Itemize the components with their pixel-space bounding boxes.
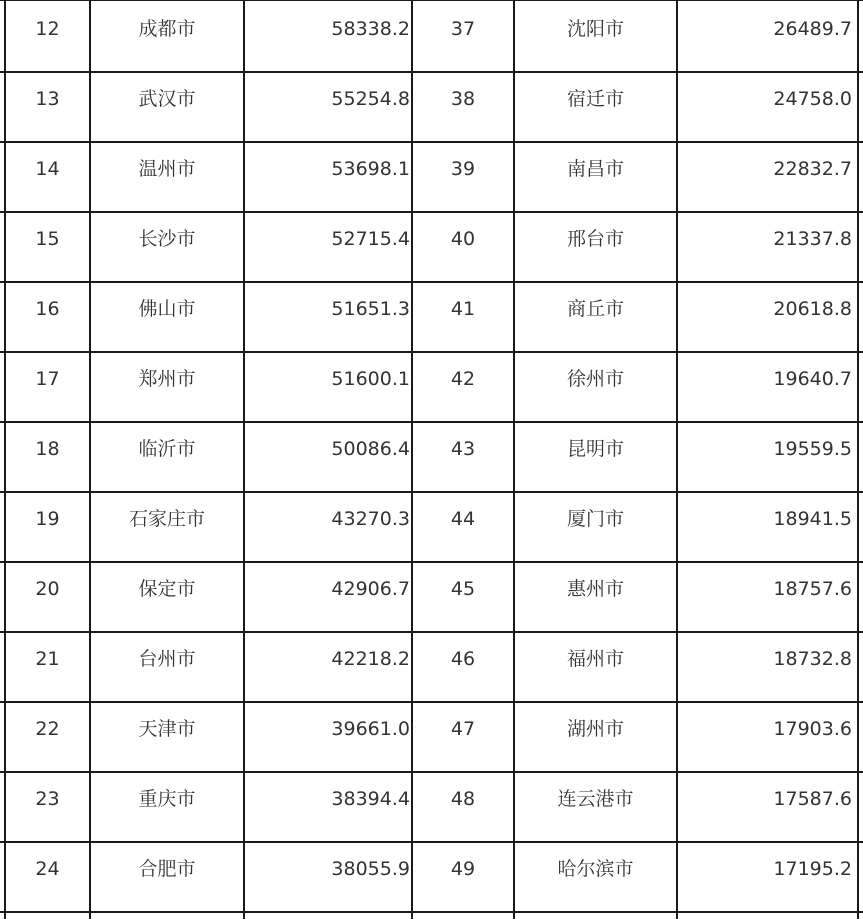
rank-cell: 16 (35, 298, 60, 320)
city-cell: 哈尔滨市 (557, 858, 634, 880)
row-divider (0, 491, 863, 493)
city-cell: 南昌市 (566, 158, 624, 180)
rank-cell: 19 (35, 508, 60, 530)
row-divider (0, 141, 863, 143)
city-cell: 石家庄市 (128, 508, 205, 530)
row-divider (0, 771, 863, 773)
city-cell: 成都市 (138, 18, 196, 40)
column-divider (411, 0, 413, 919)
value-cell: 21337.8 (773, 228, 852, 250)
column-divider (513, 0, 515, 919)
table-row (0, 422, 863, 492)
city-cell: 武汉市 (138, 88, 196, 110)
value-cell: 43270.3 (331, 508, 410, 530)
value-cell: 38055.9 (331, 858, 410, 880)
value-cell: 24758.0 (773, 88, 852, 110)
table-row (0, 562, 863, 632)
city-cell: 合肥市 (138, 858, 196, 880)
value-cell: 19640.7 (773, 368, 852, 390)
city-cell: 长沙市 (138, 228, 196, 250)
rank-cell: 49 (450, 858, 476, 880)
row-divider (0, 911, 863, 913)
column-divider (4, 0, 6, 919)
table-row (0, 492, 863, 562)
rank-cell: 18 (35, 438, 60, 460)
city-cell: 台州市 (138, 648, 196, 670)
row-divider (0, 421, 863, 423)
rank-cell: 21 (35, 648, 60, 670)
value-cell: 38394.4 (331, 788, 410, 810)
rank-cell: 46 (450, 648, 476, 670)
city-cell: 福州市 (566, 648, 624, 670)
value-cell: 18757.6 (773, 578, 852, 600)
city-cell: 沈阳市 (566, 18, 624, 40)
city-cell: 邢台市 (566, 228, 624, 250)
rank-cell: 23 (35, 788, 60, 810)
column-divider (857, 0, 859, 919)
table-row (0, 2, 863, 72)
row-divider (0, 701, 863, 703)
rank-cell: 45 (450, 578, 476, 600)
value-cell: 18732.8 (773, 648, 852, 670)
table-row (0, 72, 863, 142)
table-row (0, 842, 863, 912)
row-divider (0, 211, 863, 213)
value-cell: 42906.7 (331, 578, 410, 600)
rank-cell: 38 (450, 88, 476, 110)
table-row (0, 212, 863, 282)
value-cell: 52715.4 (331, 228, 410, 250)
rank-cell: 40 (450, 228, 476, 250)
rank-cell: 13 (35, 88, 60, 110)
rank-cell: 42 (450, 368, 476, 390)
table-row (0, 632, 863, 702)
city-cell: 佛山市 (138, 298, 196, 320)
row-divider (0, 561, 863, 563)
value-cell: 51600.1 (331, 368, 410, 390)
value-cell: 18941.5 (773, 508, 852, 530)
rank-cell: 43 (450, 438, 476, 460)
rank-cell: 44 (450, 508, 476, 530)
rank-cell: 41 (450, 298, 476, 320)
row-divider (0, 281, 863, 283)
city-cell: 连云港市 (557, 788, 634, 810)
rank-cell: 47 (450, 718, 476, 740)
row-divider (0, 0, 863, 1)
row-divider (0, 351, 863, 353)
rank-cell: 22 (35, 718, 60, 740)
value-cell: 22832.7 (773, 158, 852, 180)
city-cell: 保定市 (138, 578, 196, 600)
city-cell: 天津市 (138, 718, 196, 740)
table-row (0, 702, 863, 772)
table-row (0, 282, 863, 352)
rank-cell: 20 (35, 578, 60, 600)
city-cell: 惠州市 (566, 578, 624, 600)
rank-cell: 48 (450, 788, 476, 810)
value-cell: 55254.8 (331, 88, 410, 110)
city-cell: 郑州市 (138, 368, 196, 390)
column-divider (89, 0, 91, 919)
table-row (0, 772, 863, 842)
value-cell: 17903.6 (773, 718, 852, 740)
city-cell: 临沂市 (138, 438, 196, 460)
rank-cell: 15 (35, 228, 60, 250)
city-cell: 湖州市 (566, 718, 624, 740)
value-cell: 50086.4 (331, 438, 410, 460)
rank-cell: 39 (450, 158, 476, 180)
city-cell: 商丘市 (566, 298, 624, 320)
value-cell: 17195.2 (773, 858, 852, 880)
row-divider (0, 841, 863, 843)
value-cell: 20618.8 (773, 298, 852, 320)
rank-cell: 14 (35, 158, 60, 180)
city-cell: 徐州市 (566, 368, 624, 390)
value-cell: 53698.1 (331, 158, 410, 180)
rank-cell: 37 (450, 18, 476, 40)
rank-cell: 17 (35, 368, 60, 390)
table-row (0, 142, 863, 212)
rank-cell: 12 (35, 18, 60, 40)
row-divider (0, 71, 863, 73)
value-cell: 39661.0 (331, 718, 410, 740)
column-divider (676, 0, 678, 919)
column-divider (243, 0, 245, 919)
city-cell: 温州市 (138, 158, 196, 180)
city-cell: 昆明市 (566, 438, 624, 460)
city-cell: 重庆市 (138, 788, 196, 810)
city-cell: 厦门市 (566, 508, 624, 530)
rank-cell: 24 (35, 858, 60, 880)
value-cell: 19559.5 (773, 438, 852, 460)
city-cell: 宿迁市 (566, 88, 624, 110)
value-cell: 58338.2 (331, 18, 410, 40)
value-cell: 42218.2 (331, 648, 410, 670)
value-cell: 17587.6 (773, 788, 852, 810)
value-cell: 51651.3 (331, 298, 410, 320)
value-cell: 26489.7 (773, 18, 852, 40)
row-divider (0, 631, 863, 633)
table-row (0, 352, 863, 422)
